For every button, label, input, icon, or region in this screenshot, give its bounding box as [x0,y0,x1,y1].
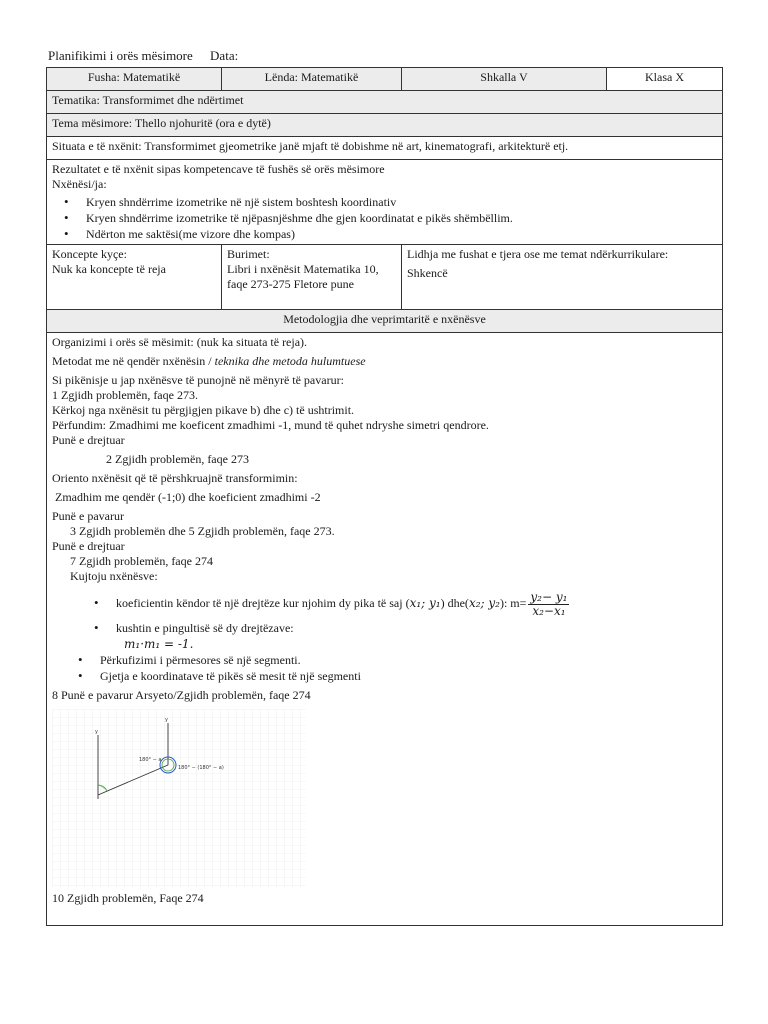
body-line: Punë e drejtuar [52,433,125,447]
class-cell: Klasa X [607,68,723,91]
body-line: Punë e drejtuar [52,539,125,553]
page-title: Planifikimi i orës mësimore [48,48,193,63]
list-item: • Kryen shndërrime izometrike të njëpasnjëshme dhe gjen koordinatat e pikës shëmbëllim. [52,210,717,226]
angle-label-2: 180° − (180° − a) [178,765,224,771]
cross-curricular-label: Lidhja me fushat e tjera ose me temat ndërkurrikulare: [407,247,669,261]
list-item: • Kryen shndërrime izometrike në një sistem boshtesh koordinativ [52,194,717,210]
body-line: Zmadhim me qendër (-1;0) dhe koeficient zmadhimi -2 [55,490,321,504]
grid-figure-svg [52,709,306,887]
body-line: 1 Zgjidh problemën, faqe 273. [52,388,198,402]
learning-outcomes-cell [47,160,723,245]
body-line: 8 Punë e pavarur Arsyeto/Zgjidh problemën, faqe 274 [52,688,311,702]
slope-text-3: ): m= [499,596,527,610]
resources-value: Libri i nxënësit Matematika 10, faqe 273-275 Fletore pune [227,262,379,291]
reminder-list [82,588,717,652]
key-concepts-label: Koncepte kyçe: [52,247,127,261]
methodology-body [47,333,723,926]
outcomes-heading: Rezultatet e të nxënit sipas kompetencave të fushës së orës mësimore [52,162,385,176]
body-line: 3 Zgjidh problemën dhe 5 Zgjidh problemën, faqe 273. [70,524,335,538]
perpendicular-math: m₁·m₁ = -1. [124,637,194,651]
list-item [82,588,717,618]
level-cell: Shkalla V [402,68,607,91]
body-line: Si pikënisje u jap nxënësve të punojnë në mënyrë të pavarur: [52,373,344,387]
fraction-denominator: x₂−x₁ [532,603,566,618]
outcomes-sub: Nxënësi/ja: [52,177,107,191]
list-item: • Gjetja e koordinatave të pikës së mesit të një segmenti [66,668,717,684]
page-header [48,48,252,64]
slope-text: koeficientin këndor të një drejtëze kur njohim dy pika të saj ( [116,596,410,610]
slope-text-2: ) dhe( [440,596,469,610]
resources-label: Burimet: [227,247,270,261]
reminder-list-2 [66,652,717,684]
body-line: Punë e pavarur [52,509,124,523]
field-cell: Fusha: Matematikë [47,68,222,91]
grid-background [52,709,306,887]
topic-cell: Tematika: Transformimet dhe ndërtimet [47,91,723,114]
key-concepts-value: Nuk ka koncepte të reja [52,262,166,276]
list-item [82,620,717,652]
lesson-topic-cell: Tema mësimore: Thello njohuritë (ora e dytë) [47,114,723,137]
methods-text: Metodat me në qendër nxënësin / [52,354,215,368]
resources-cell [222,245,402,310]
problem-figure [52,709,306,887]
body-line: Kujtoju nxënësve: [70,569,158,583]
lesson-plan-table [46,67,723,926]
axis-label-right: y [165,717,168,723]
date-label: Data: [210,48,239,63]
body-line: 7 Zgjidh problemën, faqe 274 [70,554,213,568]
axis-label-left: y [95,729,98,735]
situation-cell: Situata e të nxënit: Transformimet gjeometrike janë mjaft të dobishme në art, kinematografi, arkitekturë etj. [47,137,723,160]
key-concepts-cell [47,245,222,310]
list-item: • Ndërton me saktësi(me vizore dhe kompas) [52,226,717,242]
angle-label-1: 180° − a [139,757,162,763]
fraction-numerator: y₂− y₁ [530,589,568,604]
cross-curricular-value: Shkencë [407,266,448,280]
outcomes-list [52,194,717,242]
methodology-title: Metodologjia dhe veprimtaritë e nxënësve [47,310,723,333]
point1-math: x₁; y₁ [409,596,441,610]
methods-italic: teknika dhe metoda hulumtuese [214,354,366,368]
body-line: Organizimi i orës së mësimit: (nuk ka situata të reja). [52,335,308,349]
list-item: • Përkufizimi i përmesores së një segmenti. [66,652,717,668]
point2-math: x₂; y₂ [468,596,500,610]
body-line: Kërkoj nga nxënësit tu përgjigjen pikave b) dhe c) të ushtrimit. [52,403,355,417]
body-line: Oriento nxënësit që të përshkruajnë transformimin: [52,471,298,485]
body-line: 2 Zgjidh problemën, faqe 273 [106,452,249,466]
body-line [52,354,717,369]
subject-cell: Lënda: Matematikë [222,68,402,91]
slope-fraction [528,591,569,618]
body-line: 10 Zgjidh problemën, Faqe 274 [52,891,204,905]
body-line: Përfundim: Zmadhimi me koeficent zmadhimi -1, mund të quhet ndryshe simetri qendrore. [52,418,489,432]
perpendicular-text: • kushtin e pingultisë së dy drejtëzave: [116,621,294,635]
cross-curricular-cell [402,245,723,310]
